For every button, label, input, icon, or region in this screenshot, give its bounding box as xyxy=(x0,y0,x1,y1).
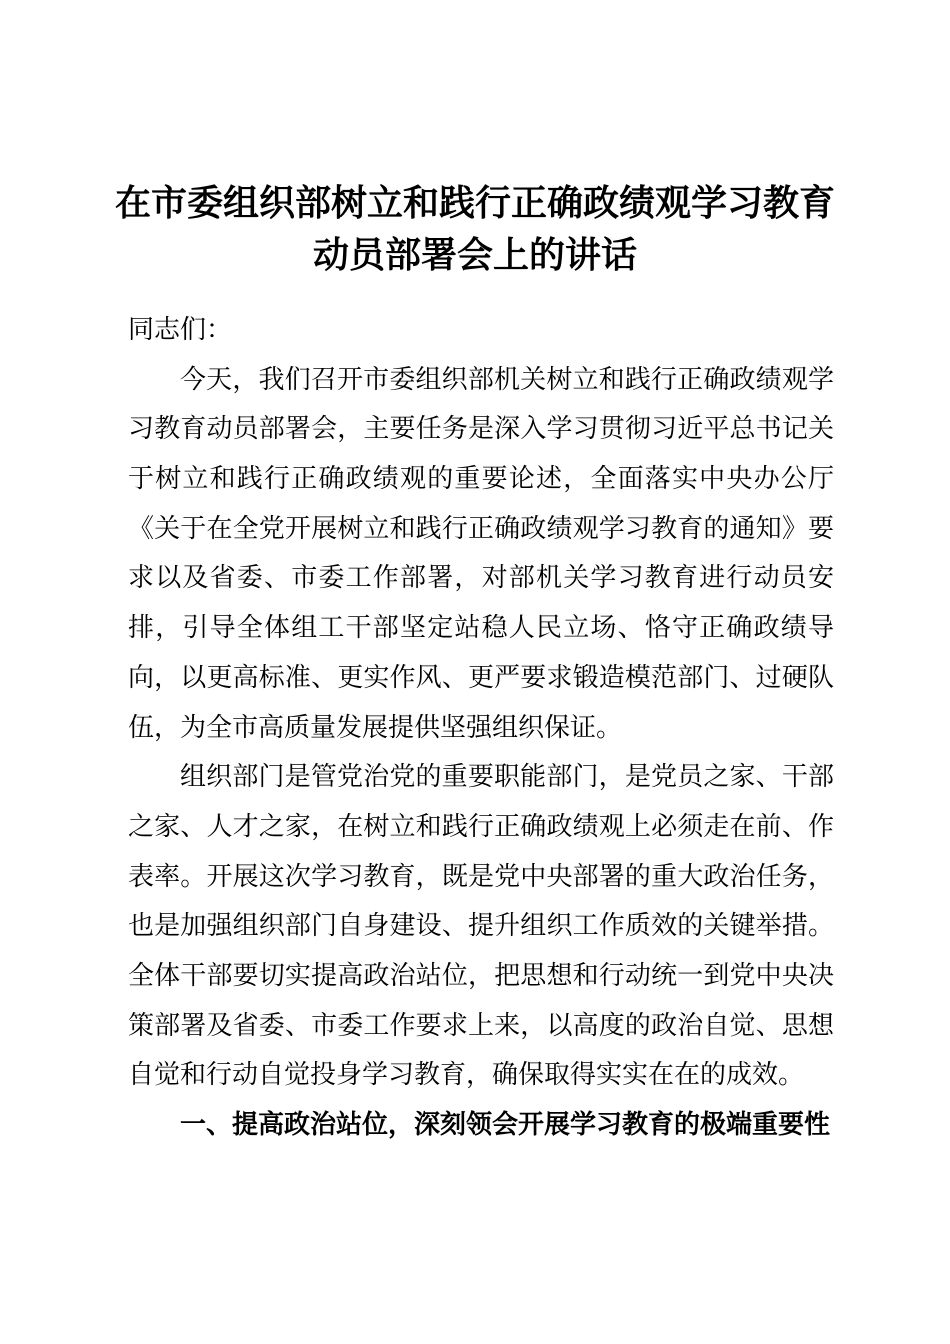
body-text-line: 组织部门是管党治党的重要职能部门，是党员之家、干部 xyxy=(180,762,834,792)
document-title xyxy=(0,177,950,281)
document-title-line-1: 在市委组织部树立和践行正确政绩观学习教育 xyxy=(114,182,835,223)
body-text-line: 向，以更高标准、更实作风、更严要求锻造模范部门、过硬队 xyxy=(128,662,834,692)
body-text-line: 《关于在全党开展树立和践行正确政绩观学习教育的通知》要 xyxy=(128,513,834,543)
body-text-line: 策部署及省委、市委工作要求上来，以高度的政治自觉、思想 xyxy=(128,1010,834,1040)
body-text-line: 表率。开展这次学习教育，既是党中央部署的重大政治任务， xyxy=(128,861,834,891)
body-text-line: 今天，我们召开市委组织部机关树立和践行正确政绩观学 xyxy=(180,364,834,394)
body-text-line: 之家、人才之家，在树立和践行正确政绩观上必须走在前、作 xyxy=(128,811,834,841)
body-text-line: 也是加强组织部门自身建设、提升组织工作质效的关键举措。 xyxy=(128,911,834,941)
body-text-line: 排，引导全体组工干部坚定站稳人民立场、恪守正确政绩导 xyxy=(128,613,834,643)
salutation-line: 同志们： xyxy=(128,315,233,344)
body-text-line: 求以及省委、市委工作部署，对部机关学习教育进行动员安 xyxy=(128,563,834,593)
body-text-line: 习教育动员部署会，主要任务是深入学习贯彻习近平总书记关 xyxy=(128,414,834,444)
body-text-line: 自觉和行动自觉投身学习教育，确保取得实实在在的成效。 xyxy=(128,1060,805,1090)
document-title-line-2: 动员部署会上的讲话 xyxy=(312,234,637,275)
body-text-line: 伍，为全市高质量发展提供坚强组织保证。 xyxy=(128,712,623,742)
body-text-line: 全体干部要切实提高政治站位，把思想和行动统一到党中央决 xyxy=(128,960,834,990)
body-text-line: 于树立和践行正确政绩观的重要论述，全面落实中央办公厅 xyxy=(128,464,834,494)
section-heading: 一、提高政治站位，深刻领会开展学习教育的极端重要性 xyxy=(180,1109,831,1139)
document-body xyxy=(128,305,834,1150)
